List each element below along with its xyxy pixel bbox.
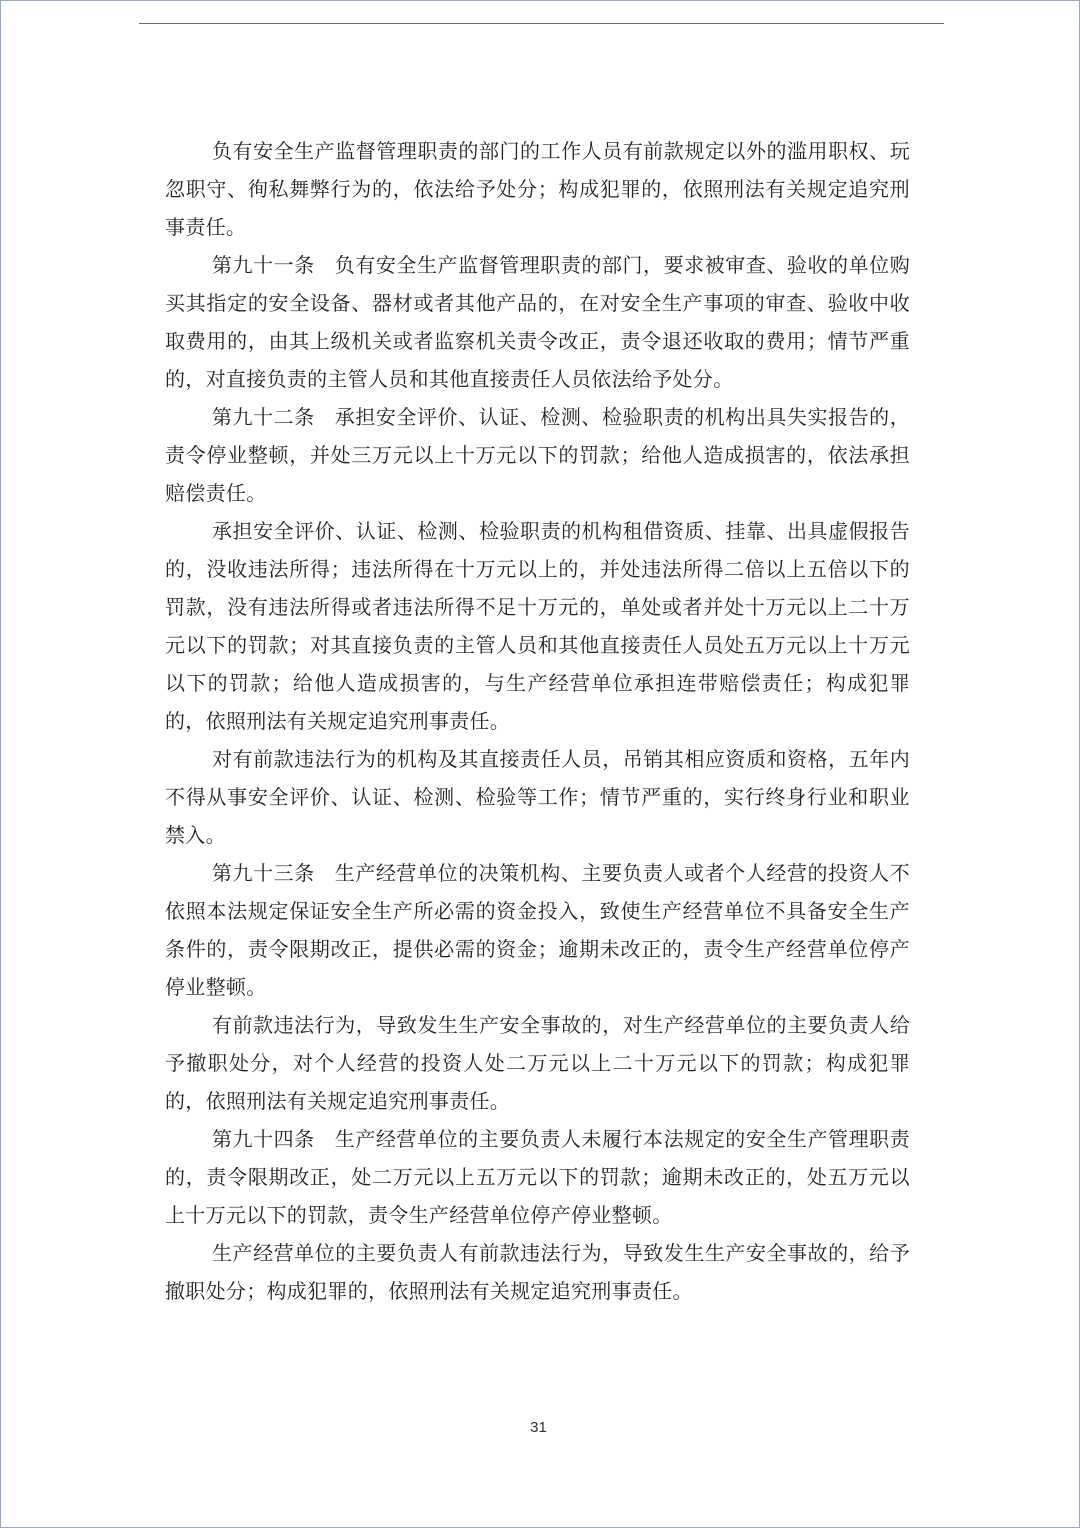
paragraph [165, 398, 910, 512]
article-heading: 第九十二条 [212, 405, 315, 429]
paragraph [165, 512, 910, 740]
paragraph-text: 生产经营单位的决策机构、主要负责人或者个人经营的投资人不依照本法规定保证安全生产所必需的资金投入，致使生产经营单位不具备安全生产条件的，责令限期改正，提供必需的资金；逾期未改正的，责令生产经营单位停产停业整顿。 [165, 861, 910, 999]
paragraph [165, 854, 910, 1006]
paragraph [165, 740, 910, 854]
paragraph-text: 负有安全生产监督管理职责的部门，要求被审查、验收的单位购买其指定的安全设备、器材或者其他产品的，在对安全生产事项的审查、验收中收取费用的，由其上级机关或者监察机关责令改正，责令退还收取的费用；情节严重的，对直接负责的主管人员和其他直接责任人员依法给予处分。 [165, 253, 910, 391]
article-heading: 第九十一条 [212, 253, 315, 277]
paragraph-text: 承担安全评价、认证、检测、检验职责的机构租借资质、挂靠、出具虚假报告的，没收违法所得；违法所得在十万元以上的，并处违法所得二倍以上五倍以下的罚款，没有违法所得或者违法所得不足十万元的，单处或者并处十万元以上二十万元以下的罚款；对其直接负责的主管人员和其他直接责任人员处五万元以上十万元以下的罚款；给他人造成损害的，与生产经营单位承担连带赔偿责任；构成犯罪的，依照刑法有关规定追究刑事责任。 [165, 519, 910, 733]
paragraph [165, 1006, 910, 1120]
article-heading: 第九十四条 [212, 1127, 315, 1151]
article-heading: 第九十三条 [212, 861, 315, 885]
paragraph-text: 承担安全评价、认证、检测、检验职责的机构出具失实报告的，责令停业整顿，并处三万元以上十万元以下的罚款；给他人造成损害的，依法承担赔偿责任。 [165, 405, 910, 505]
paragraph [165, 132, 910, 246]
paragraph-text: 负有安全生产监督管理职责的部门的工作人员有前款规定以外的滥用职权、玩忽职守、徇私舞弊行为的，依法给予处分；构成犯罪的，依照刑法有关规定追究刑事责任。 [165, 139, 910, 239]
paragraph-text: 对有前款违法行为的机构及其直接责任人员，吊销其相应资质和资格，五年内不得从事安全评价、认证、检测、检验等工作；情节严重的，实行终身行业和职业禁入。 [165, 747, 910, 847]
paragraph-text: 有前款违法行为，导致发生生产安全事故的，对生产经营单位的主要负责人给予撤职处分，对个人经营的投资人处二万元以上二十万元以下的罚款；构成犯罪的，依照刑法有关规定追究刑事责任。 [165, 1013, 910, 1113]
paragraph [165, 1234, 910, 1310]
paragraph-text: 生产经营单位的主要负责人未履行本法规定的安全生产管理职责的，责令限期改正，处二万元以上五万元以下的罚款；逾期未改正的，处五万元以上十万元以下的罚款，责令生产经营单位停产停业整顿。 [165, 1127, 910, 1227]
body-text [165, 132, 910, 1310]
paragraph-text: 生产经营单位的主要负责人有前款违法行为，导致发生生产安全事故的，给予撤职处分；构成犯罪的，依照刑法有关规定追究刑事责任。 [165, 1241, 910, 1303]
page-number: 31 [530, 1419, 547, 1436]
paragraph [165, 1120, 910, 1234]
header-rule [139, 23, 944, 24]
paragraph [165, 246, 910, 398]
